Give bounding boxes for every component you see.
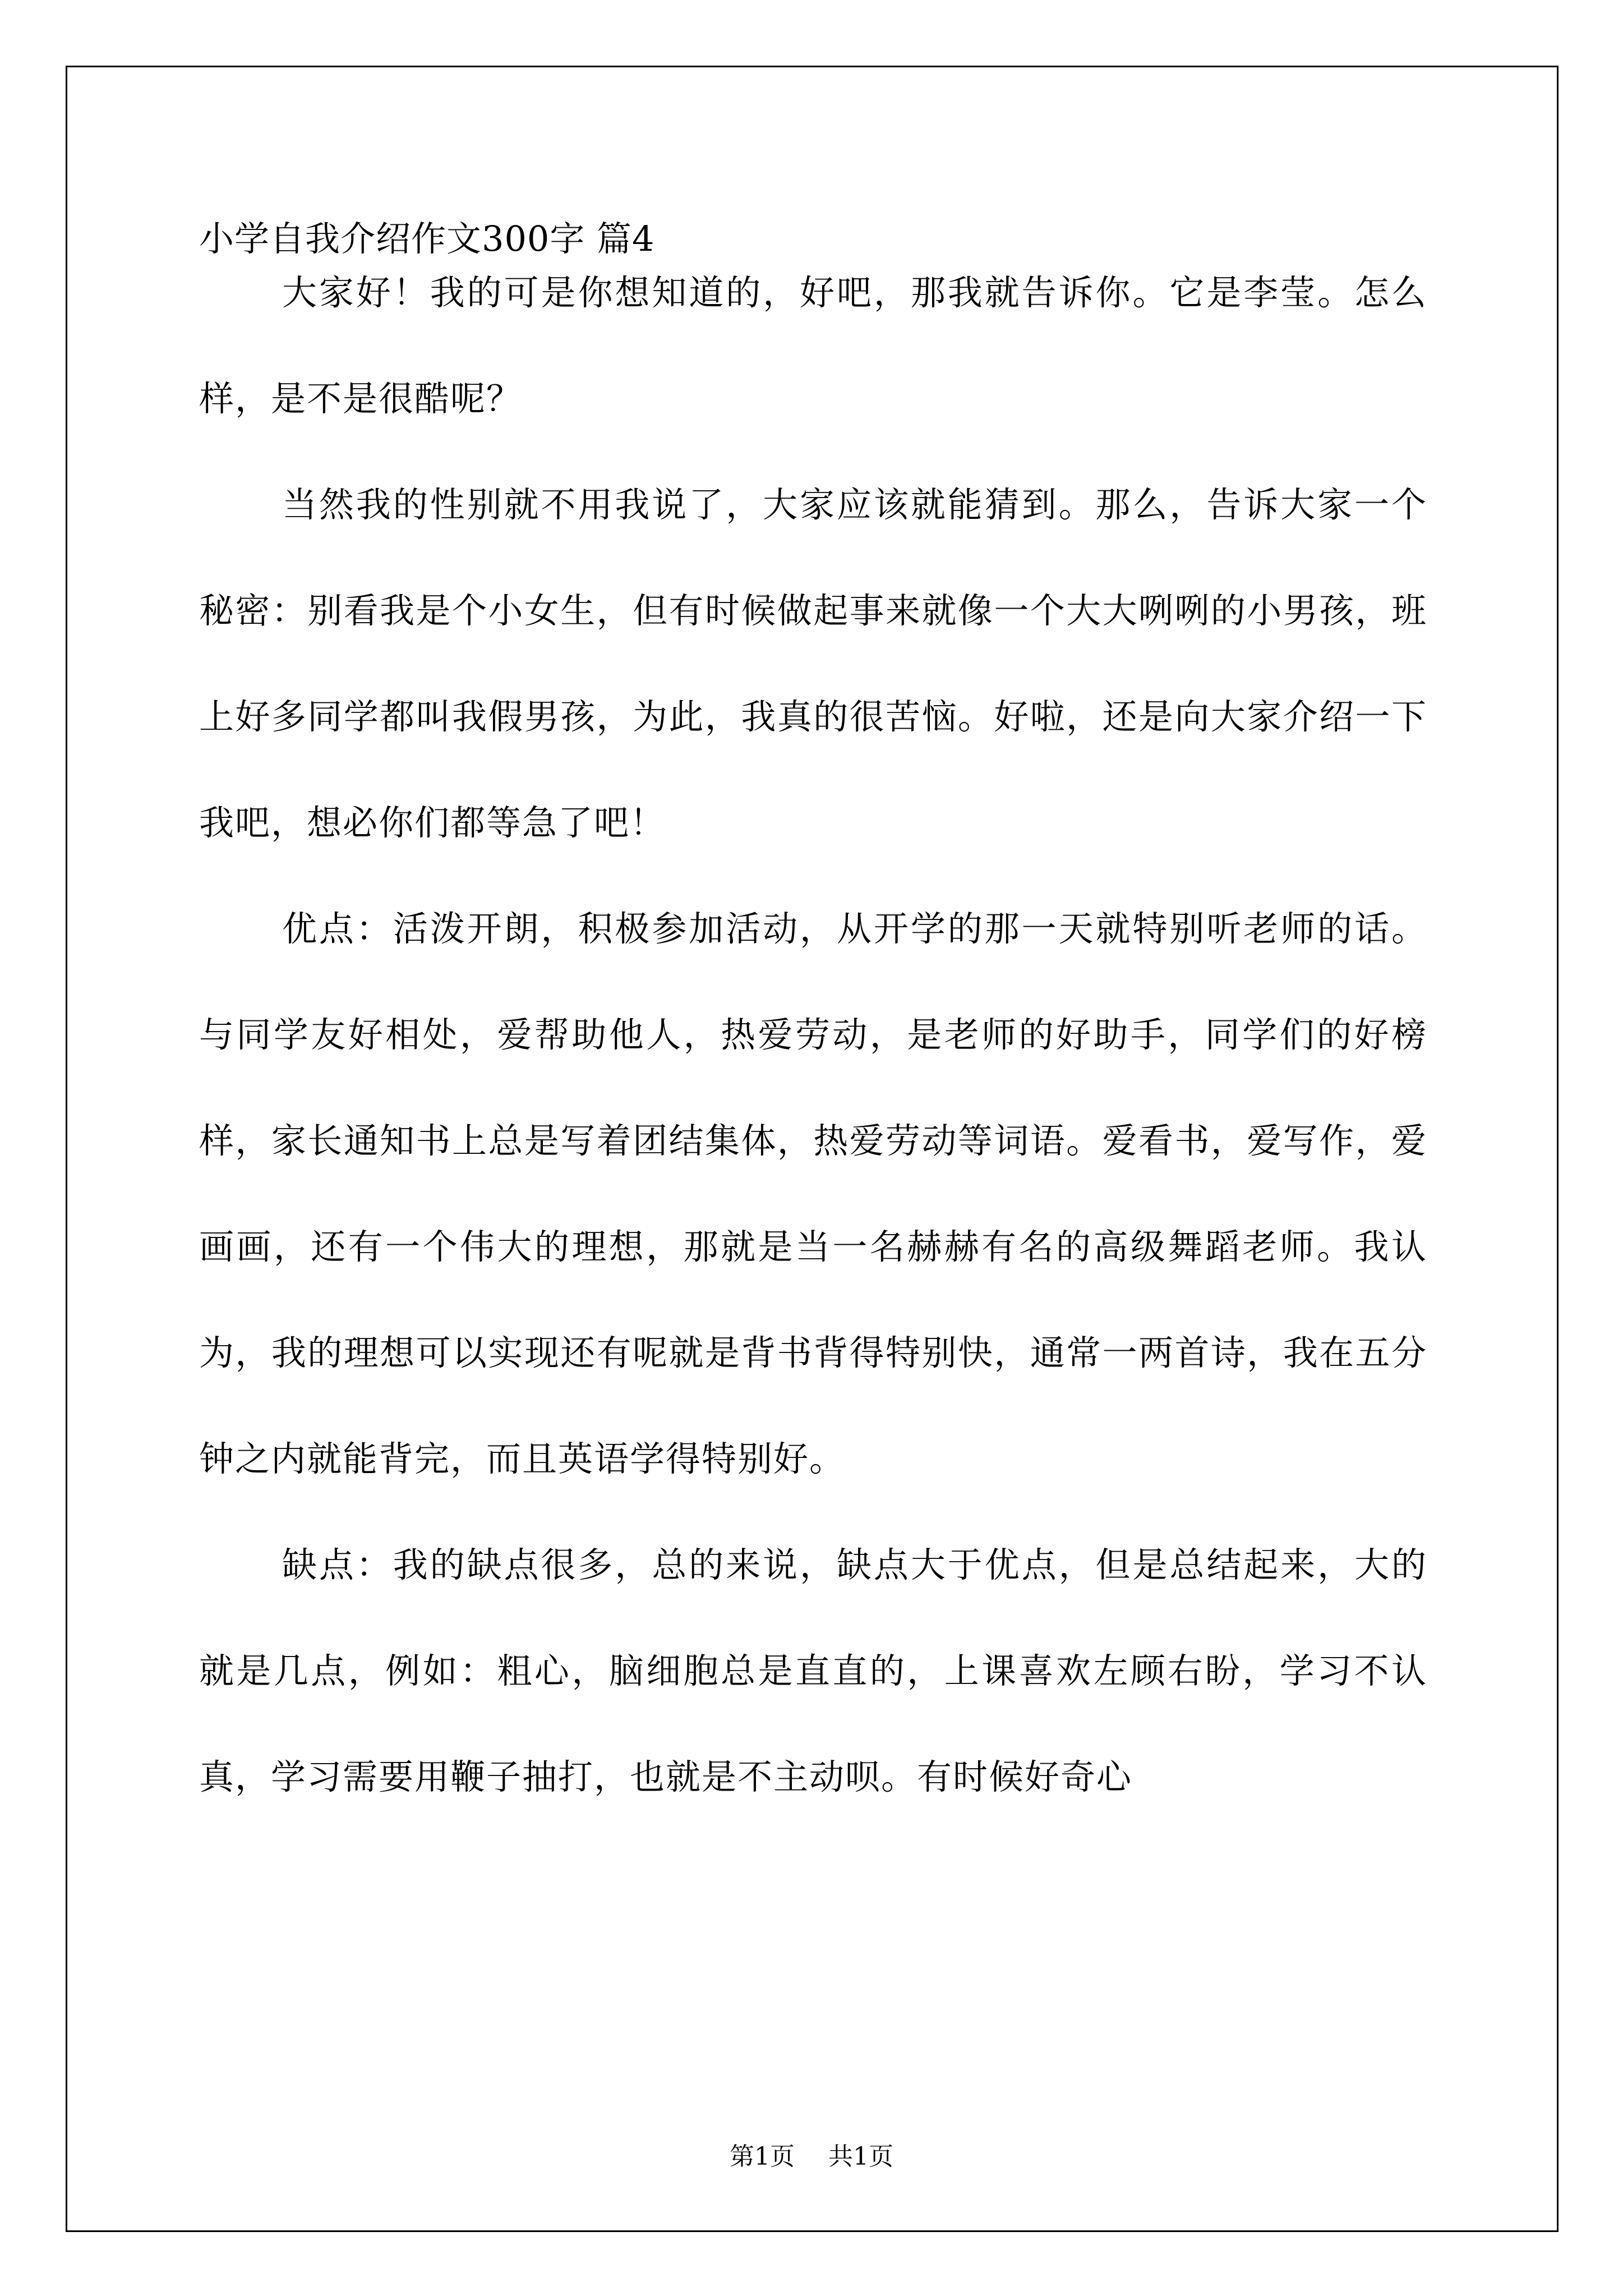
page-number-total: 共1页 — [828, 2142, 893, 2171]
paragraph-2: 当然我的性别就不用我说了，大家应该就能猜到。那么，告诉大家一个秘密：别看我是个小女生，但有时候做起事来就像一个大大咧咧的小男孩，班上好多同学都叫我假男孩，为此，我真的很苦恼。好啦，还是向大家介绍一下我吧，想必你们都等急了吧！ — [199, 484, 1427, 843]
page-number-current: 第1页 — [730, 2142, 795, 2171]
paragraph-4: 缺点：我的缺点很多，总的来说，缺点大于优点，但是总结起来，大的就是几点，例如：粗心，脑细胞总是直直的，上课喜欢左顾右盼，学习不认真，学习需要用鞭子抽打，也就是不主动呗。有时候好奇心 — [199, 1544, 1427, 1797]
document-body — [199, 218, 1427, 1864]
document-title: 小学自我介绍作文300字 篇4 — [199, 218, 655, 259]
page-footer — [0, 2136, 1623, 2172]
paragraph-block — [199, 240, 1427, 1830]
paragraph-1: 大家好！我的可是你想知道的，好吧，那我就告诉你。它是李莹。怎么样，是不是很酷呢？ — [199, 272, 1427, 419]
paragraph-3: 优点：活泼开朗，积极参加活动，从开学的那一天就特别听老师的话。与同学友好相处，爱帮助他人，热爱劳动，是老师的好助手，同学们的好榜样，家长通知书上总是写着团结集体，热爱劳动等词语。爱看书，爱写作，爱画画，还有一个伟大的理想，那就是当一名赫赫有名的高级舞蹈老师。我认为，我的理想可以实现还有呢就是背书背得特别快，通常一两首诗，我在五分钟之内就能背完，而且英语学得特别好。 — [199, 908, 1427, 1479]
